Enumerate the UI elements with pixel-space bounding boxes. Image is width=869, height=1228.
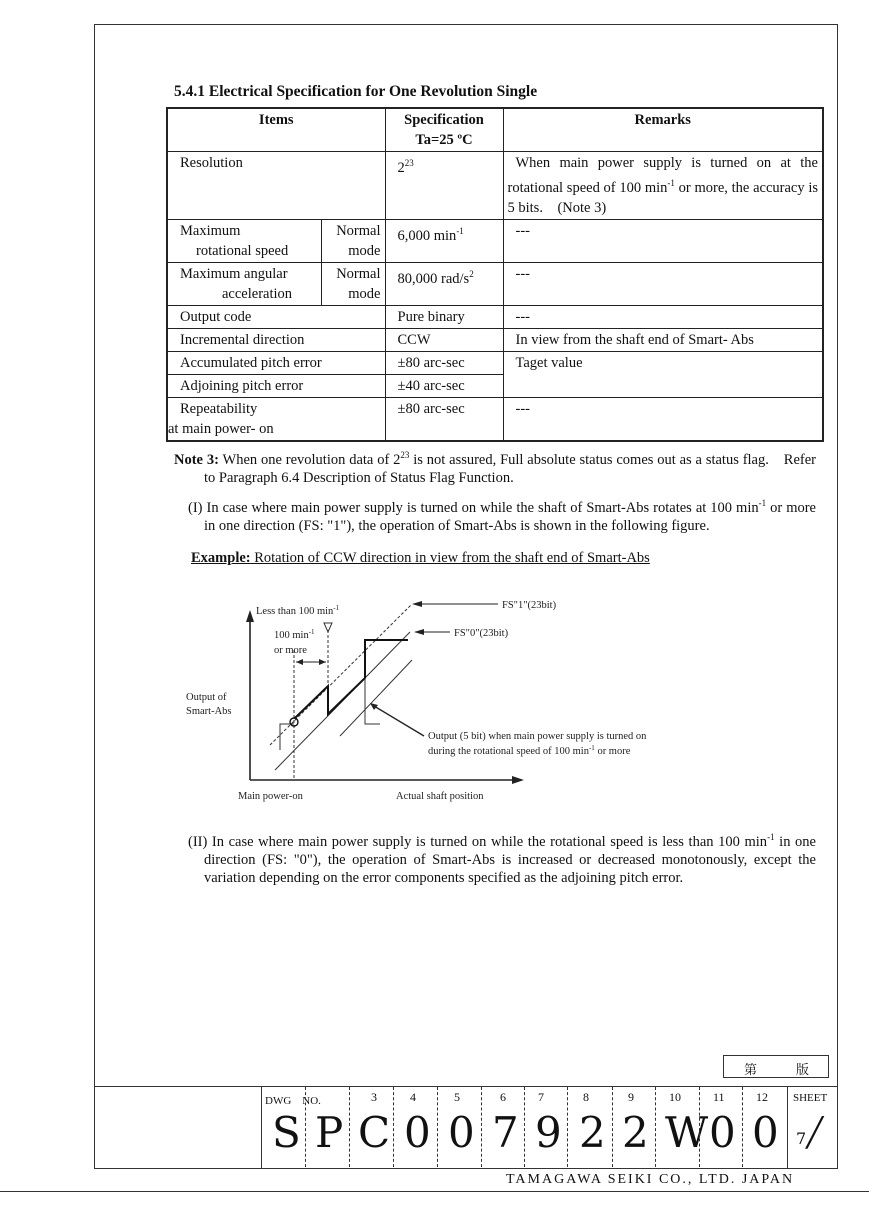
label-smart-abs: Smart-Abs: [186, 706, 232, 717]
cell-remarks: ---: [503, 397, 823, 441]
label-fs0: FS"0"(23bit): [454, 628, 509, 639]
cell-item: Repeatability at main power- on: [167, 397, 385, 441]
step-low: [280, 724, 294, 750]
spec-table: [166, 107, 824, 442]
label-output5-line2: during the rotational speed of 100 $\min^{-1}$ or more: [428, 744, 631, 757]
column-divider: [481, 1087, 482, 1167]
table-row: [167, 262, 823, 305]
column-number: 3: [371, 1090, 377, 1104]
bottom-line: [0, 1191, 869, 1192]
cell-spec: ±80 arc-sec: [385, 351, 503, 374]
cell-item: Output code: [167, 305, 385, 328]
section-title: 5.4.1 Electrical Specification for One Revolution Single: [174, 83, 538, 100]
dwg-no-label: DWG NO.: [265, 1095, 321, 1107]
drawing-char: W: [665, 1108, 709, 1157]
drawing-char: 7: [492, 1108, 519, 1157]
cell-mode: Normal mode: [321, 262, 385, 305]
label-main-power-on: Main power-on: [238, 791, 303, 802]
table-row: [167, 351, 823, 374]
drawing-char: 2: [579, 1108, 606, 1157]
column-number: 12: [756, 1090, 768, 1104]
column-divider: [437, 1087, 438, 1167]
column-number: 8: [583, 1090, 589, 1104]
company-footer: TAMAGAWA SEIKI CO., LTD. JAPAN: [506, 1172, 795, 1187]
column-divider: [655, 1087, 656, 1167]
table-row: [167, 328, 823, 351]
label-output5-line1: Output (5 bit) when main power supply is turned on: [428, 731, 647, 742]
column-number: 4: [410, 1090, 416, 1104]
note-3: Note 3: When one revolution data of $2^{23}$ is not assured, Full absolute status comes out as a status flag. Refer to Paragraph 6.4 Description of Status Flag Function.: [174, 450, 817, 486]
label-less-than: Less than 100 $\min^{-1}$: [256, 604, 340, 617]
paragraph-2: (II) In case where main power supply is turned on while the rotational speed is less than 100 $\min^{-1}$ in one direction (FS: "0"), the operation of Smart-Abs is increased or decreased monotonously, except the variation depending on the error components specified as the adjoining pitch error.: [188, 832, 816, 886]
column-divider: [305, 1087, 306, 1167]
drawing-char: C: [358, 1108, 391, 1157]
cell-item: Adjoining pitch error: [167, 374, 385, 397]
paragraph-1: (I) In case where main power supply is turned on while the shaft of Smart-Abs rotates at 100 $\min^{-1}$ or more in one direction (FS: "1"), the operation of Smart-Abs is shown in the following figure.: [188, 498, 816, 534]
table-row: [167, 305, 823, 328]
column-divider: [349, 1087, 350, 1167]
cell-item: Accumulated pitch error: [167, 351, 385, 374]
column-divider: [393, 1087, 394, 1167]
label-100-min: 100 $\min^{-1}$: [274, 628, 315, 641]
cell-spec: 80,000 rad/$s^2$: [385, 262, 503, 305]
table-header-row: [167, 108, 823, 152]
y-axis-arrow: [246, 610, 254, 622]
drawing-char: 0: [448, 1108, 475, 1157]
drawing-char: 2: [622, 1108, 649, 1157]
label-or-more: or more: [274, 645, 307, 656]
column-divider: [524, 1087, 525, 1167]
label-actual-shaft: Actual shaft position: [396, 791, 484, 802]
cell-remarks: Taget value: [503, 351, 823, 397]
column-number: 9: [628, 1090, 634, 1104]
cell-item: Incremental direction: [167, 328, 385, 351]
cell-spec: 6,000 $\min^{-1}$: [385, 219, 503, 262]
header-remarks: Remarks: [503, 108, 823, 152]
cell-spec: ±40 arc-sec: [385, 374, 503, 397]
header-items: Items: [167, 108, 385, 152]
column-divider: [699, 1087, 700, 1167]
sheet-number: 7╱: [796, 1116, 824, 1149]
column-divider: [742, 1087, 743, 1167]
title-block-top-line: [94, 1086, 838, 1087]
column-number: 6: [500, 1090, 506, 1104]
operation-figure: [180, 590, 740, 810]
cell-item: Maximum rotational speed: [167, 219, 321, 262]
drawing-char: 0: [709, 1108, 736, 1157]
column-divider: [567, 1087, 568, 1167]
drawing-char: 9: [535, 1108, 562, 1157]
cell-remarks: When main power supply is turned on at the rotational speed of 100 $\min^{-1}$ or more, the accuracy is 5 bits. (Note 3): [503, 152, 823, 220]
column-number: 11: [713, 1090, 725, 1104]
drawing-char: P: [315, 1108, 344, 1157]
x-axis-arrow: [512, 776, 524, 784]
cell-spec: ±80 arc-sec: [385, 397, 503, 441]
cell-remarks: ---: [503, 219, 823, 262]
column-divider: [612, 1087, 613, 1167]
sheet-label: SHEET: [793, 1092, 828, 1104]
drawing-char: 0: [404, 1108, 431, 1157]
drawing-char: 0: [752, 1108, 779, 1157]
cell-mode: Normal mode: [321, 219, 385, 262]
cell-item: Maximum angular acceleration: [167, 262, 321, 305]
header-spec: Specification Ta=25 ºC: [385, 108, 503, 152]
column-number: 10: [669, 1090, 681, 1104]
label-output-of: Output of: [186, 692, 227, 703]
drawing-char: S: [272, 1108, 301, 1157]
table-row: [167, 219, 823, 262]
table-row: [167, 152, 823, 220]
cell-spec: CCW: [385, 328, 503, 351]
label-fs1: FS"1"(23bit): [502, 600, 557, 611]
cell-spec: $2^{23}$: [385, 152, 503, 220]
cell-remarks: ---: [503, 262, 823, 305]
cell-item: Resolution: [167, 152, 385, 220]
table-row: [167, 397, 823, 441]
column-number: 7: [538, 1090, 544, 1104]
edition-box: 第 版: [723, 1055, 829, 1078]
example-caption: Example: Rotation of CCW direction in view from the shaft end of Smart-Abs: [191, 550, 650, 566]
column-number: 5: [454, 1090, 460, 1104]
cell-spec: Pure binary: [385, 305, 503, 328]
fs0-line-b: [340, 660, 412, 736]
cell-remarks: ---: [503, 305, 823, 328]
cell-remarks: In view from the shaft end of Smart- Abs: [503, 328, 823, 351]
